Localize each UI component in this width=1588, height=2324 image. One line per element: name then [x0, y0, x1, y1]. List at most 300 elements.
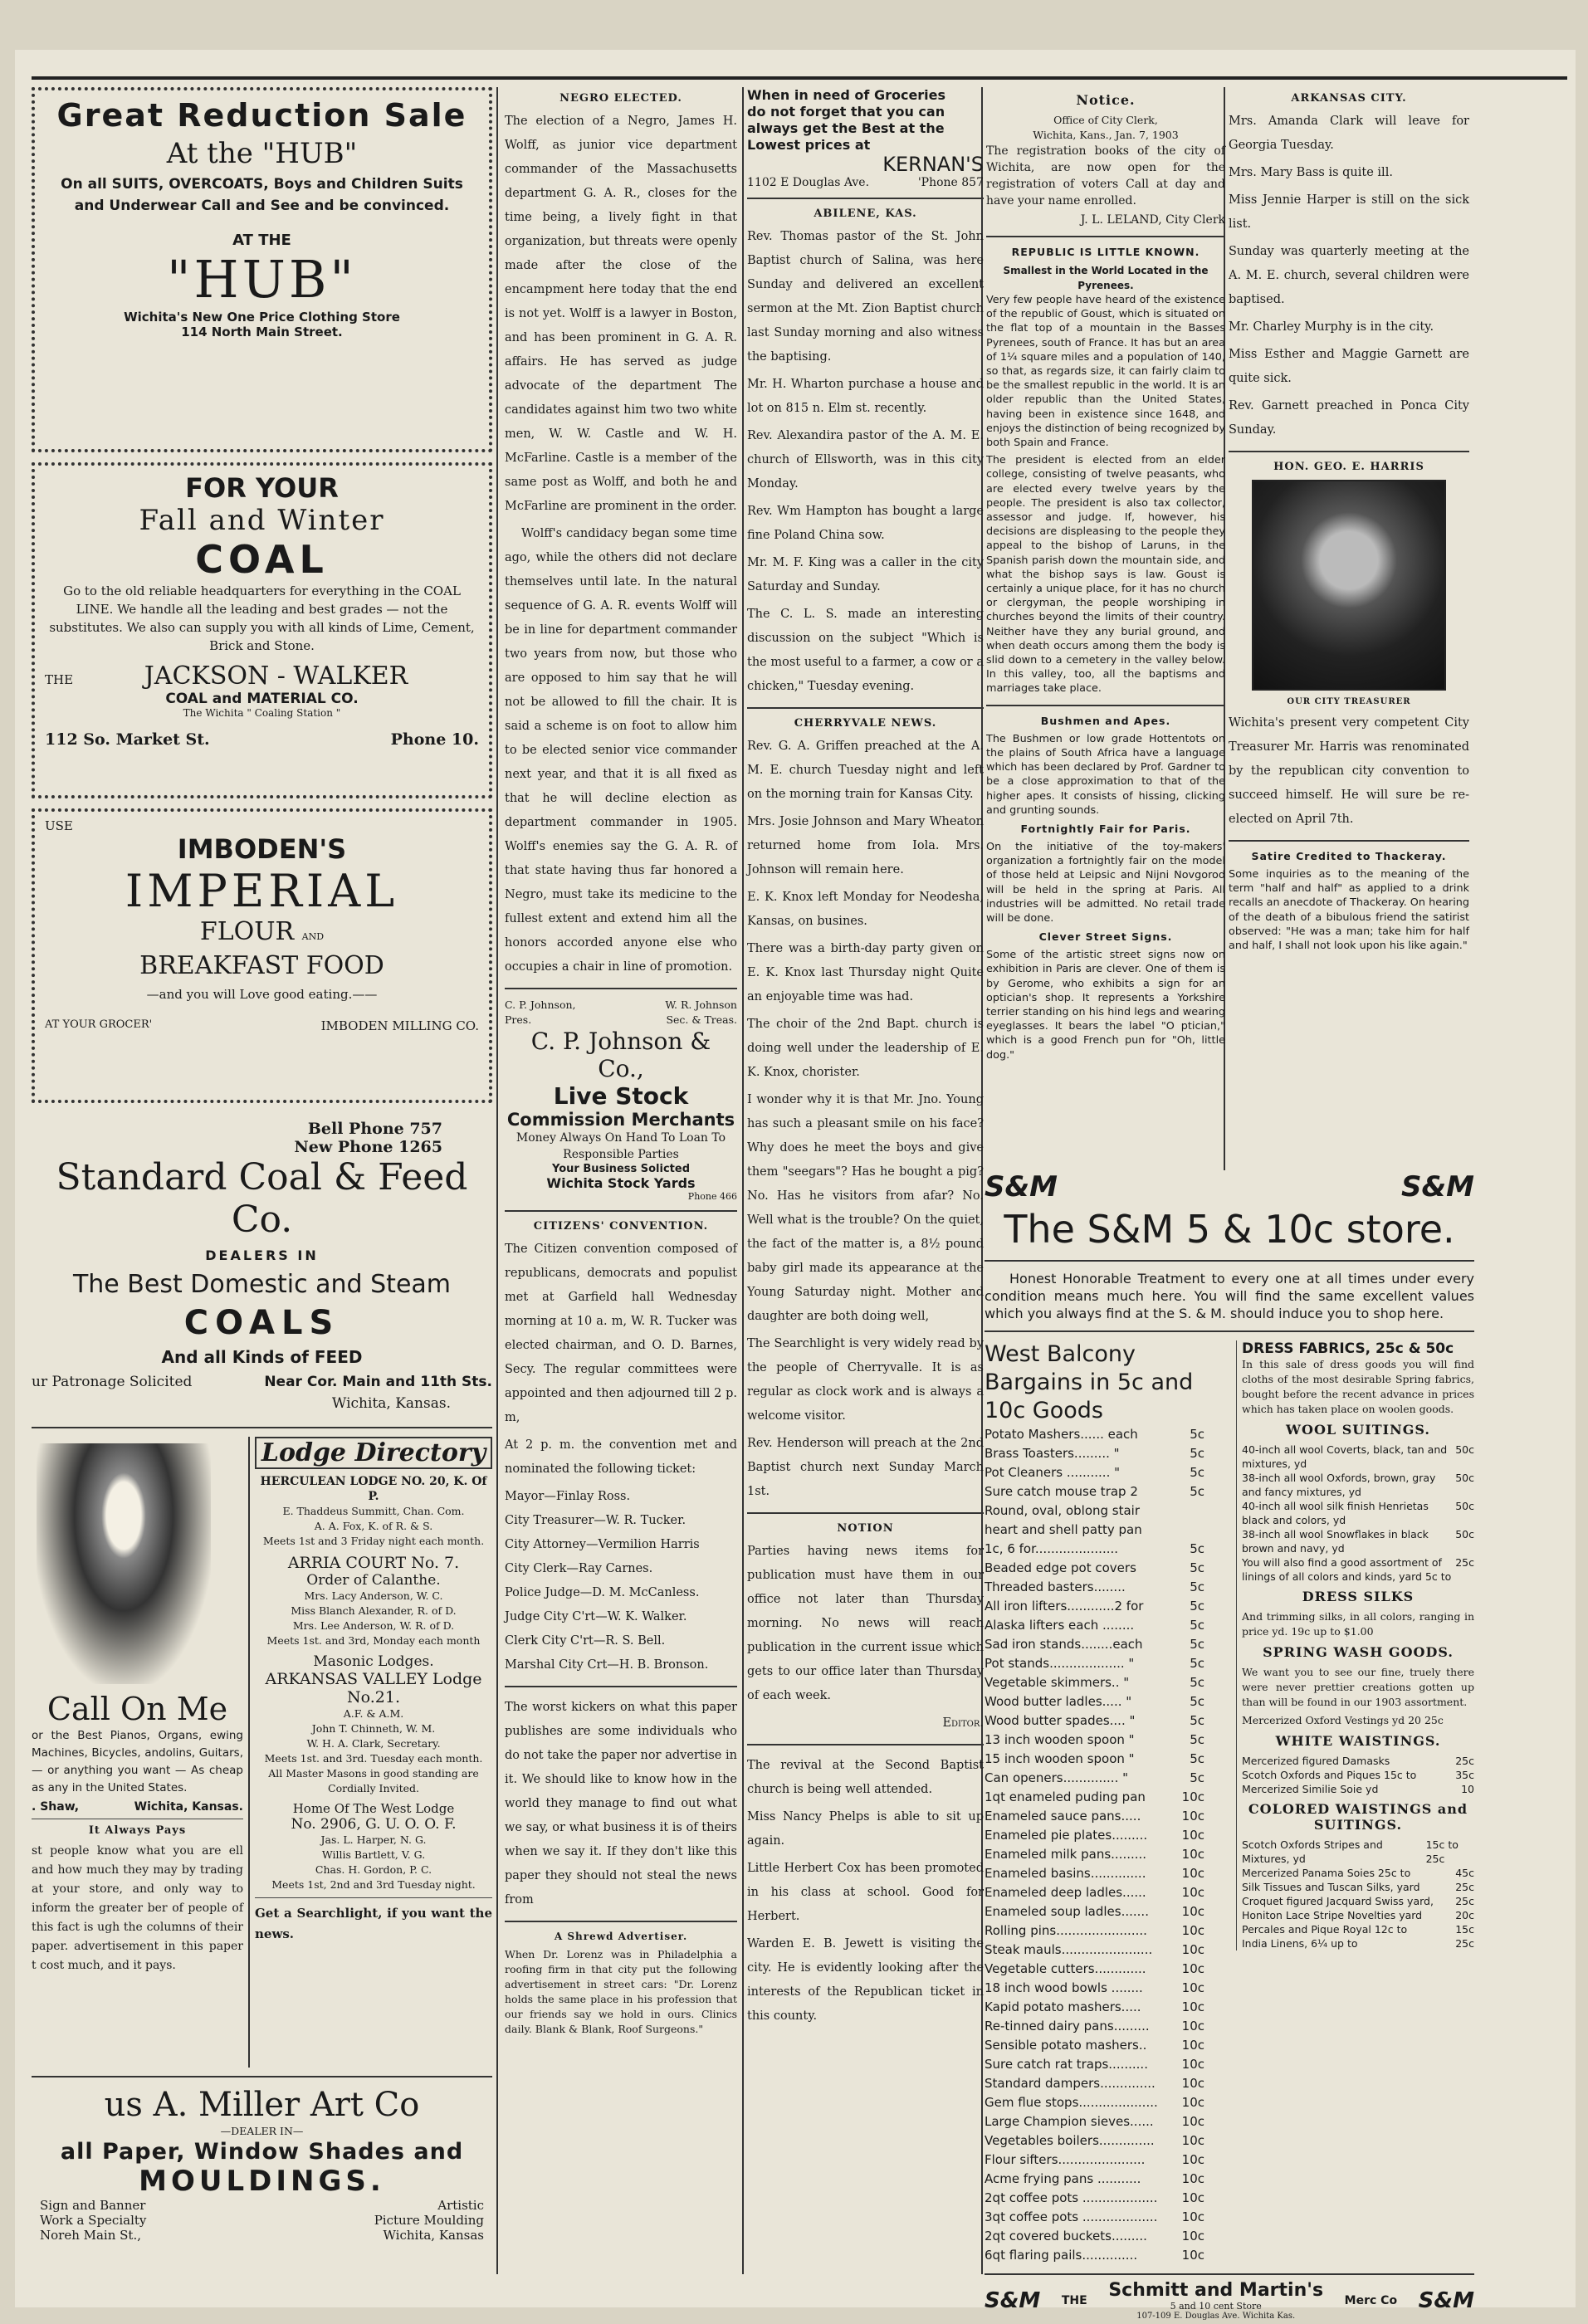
- sm-silk-title: DRESS SILKS: [1302, 1589, 1415, 1604]
- sm-item-label: Pot Cleaners ........... ": [985, 1465, 1121, 1480]
- republic-p2: The president is elected from an elder college, consisting of twelve peasants, who are elected every twelve years by the people. The president is also tax collector, assessor and judge. If, however, his decisions are displeasing to the people they appeal to the bishop of Laruns, in the Spanish parish down the mountain side, and what the bishop says is law. Goust is certainly a unique place, for it has no church or clergyman, the people worshiping in churches beyond the limits of their country. Neither have they any burial ground, and when death occurs among them the body is slid down to a cemetery in the valley below. In this valley, too, all the baptisms and marriages take place.: [986, 454, 1225, 696]
- sm-item-label: Enameled pie plates.........: [985, 1828, 1148, 1843]
- miller-ad: [32, 2086, 492, 2243]
- flour-l3: BREAKFAST FOOD: [139, 951, 384, 980]
- sm-west-title: West Balcony Bargains in 5c and 10c Goods: [985, 1341, 1194, 1423]
- sm-colored-item-price: 15c: [1455, 1923, 1474, 1936]
- sm-item-price: 5c: [1190, 1656, 1204, 1671]
- sm-item-price: 10c: [1181, 1999, 1204, 2014]
- ark-p3: Miss Jennie Harper is still on the sick list.: [1229, 193, 1469, 231]
- column-rule: [742, 87, 744, 2274]
- feed-newphone: New Phone 1265: [294, 1138, 442, 1156]
- sm-colored-item-label: Honiton Lace Stripe Novelties yard: [1242, 1909, 1423, 1921]
- notice-sig: J. L. LELAND, City Clerk: [1080, 213, 1225, 227]
- sm-item-price: 5c: [1190, 1732, 1204, 1747]
- sm-item-label: Enameled milk pans.........: [985, 1847, 1147, 1862]
- flour-use: USE: [45, 818, 73, 833]
- sm-footer-merc: Merc Co: [1344, 2293, 1398, 2307]
- republic-p1: Very few people have heard of the existence of the republic of Goust, which is situated on the flat top of a mountain in the Basses Pyrenees, south of France. It has but an area of 1¼ square miles and a population of 140, so that, as regards size, it can fairly claim to be the smallest republic in the world. It is an older republic than the United States, having been in existence since 1648, and enjoys the distinction of being recognized by both Spain and France.: [986, 294, 1225, 450]
- sm-white-item-label: Scotch Oxfords and Piques 15c to: [1242, 1769, 1417, 1781]
- sm-item-price: 5c: [1190, 1427, 1204, 1442]
- sm-item: [985, 1941, 1204, 1960]
- sm-item-label: Sure catch rat traps..........: [985, 2057, 1148, 2072]
- column-rule: [496, 87, 498, 2274]
- sm-footer-name: Schmitt and Martin's: [1108, 2280, 1324, 2301]
- sm-item-label: Can openers.............. ": [985, 1770, 1129, 1785]
- miller-dealer: —DEALER IN—: [220, 2125, 304, 2137]
- sm-colored-item-label: India Linens, 6¼ up to: [1242, 1937, 1358, 1950]
- sm-items-list: [985, 1425, 1204, 2265]
- sm-colored-item-price: 25c: [1455, 1881, 1474, 1893]
- sm-white-item: [1242, 1782, 1474, 1796]
- sm-colored-list: [1242, 1838, 1474, 1950]
- newspaper-page: [15, 50, 1576, 2321]
- ark-p4: Sunday was quarterly meeting at the A. M. E. church, several children were baptised.: [1229, 245, 1469, 306]
- abilene-title: ABILENE, KAS.: [814, 208, 917, 220]
- sm-white-list: [1242, 1754, 1474, 1796]
- sm-item-label: Kapid potato mashers.....: [985, 1999, 1141, 2014]
- top-rule: [32, 76, 1567, 80]
- citizens-l3: City Attorney—Vermilion Harris: [505, 1538, 700, 1551]
- sm-white-item-label: Mercerized Similie Soie yd: [1242, 1783, 1379, 1795]
- lodge-h1b: A. A. Fox, K. of R. & S.: [314, 1520, 433, 1532]
- sm-item-label: Round, oval, oblong stair: [985, 1503, 1141, 1518]
- sm-item-label: Pot stands................... ": [985, 1656, 1135, 1671]
- feed-l2: COALS: [183, 1304, 340, 1342]
- lodge-h1c: Meets 1st and 3 Friday night each month.: [262, 1535, 485, 1547]
- sm-item-label: Brass Toasters......... ": [985, 1446, 1120, 1461]
- harris-portrait: [1252, 480, 1446, 691]
- cherry-p6: I wonder why it is that Mr. Jno. Young has such a pleasant smile on his face? Why does he meet the boys and give them "seegars"? Has he bought a pig? No. Has he visitors from afar? No. Well what is the trouble? On the quiet, the fact of the matter is, a 8½ pound baby girl made its appearance at the Young Saturday night. Mother and daughter are both doing well,: [747, 1093, 984, 1323]
- sm-item: [985, 1692, 1204, 1711]
- sm-colored-item-label: Silk Tissues and Tuscan Silks, yard: [1242, 1881, 1420, 1893]
- sm-wool-item: [1242, 1443, 1474, 1471]
- sm-item-label: Enameled deep ladles......: [985, 1885, 1146, 1900]
- feed-ad: [32, 1113, 492, 1418]
- sm-item: [985, 2131, 1204, 2151]
- sm-footer-logo: S&M: [985, 2287, 1041, 2313]
- sm-white-item-price: 10: [1461, 1783, 1474, 1795]
- sm-item-price: 10c: [1181, 2190, 1204, 2205]
- sm-item: [985, 2074, 1204, 2093]
- johnson-sec: Sec. & Treas.: [666, 1013, 737, 1026]
- sm-spring-title: SPRING WASH GOODS.: [1263, 1644, 1454, 1660]
- sm-item-label: 15 inch wooden spoon ": [985, 1751, 1135, 1766]
- notion-title: NOTION: [837, 1522, 894, 1535]
- negro-p1: The election of a Negro, James H. Wolff, as junior vice department commander of the Massachusetts department G. A. R., closes for the time being, a lively fight in that organization, but threats were openly made after the close of the encampment here today that the end is not yet. Wolff is a lawyer in Boston, and has been prominent in G. A. R. affairs. He has served as judge advocate of the department The candidates against him two two white men, W. W. Castle and W. H. McFarline. Castle is a member of the same post as Wolff, and both he and McFarline are prominent in the order.: [505, 115, 737, 513]
- feed-city: Wichita, Kansas.: [331, 1395, 451, 1412]
- sm-white-item-price: 25c: [1455, 1755, 1474, 1767]
- johnson-pres: Pres.: [505, 1013, 532, 1026]
- coal-addr: 112 So. Market St.: [45, 730, 210, 749]
- sm-item-price: 10c: [1181, 2019, 1204, 2034]
- lodge-directory: [255, 1437, 492, 2068]
- sm-item-label: 2qt coffee pots ...................: [985, 2190, 1158, 2205]
- johnson-l1: Live Stock: [553, 1082, 689, 1110]
- sm-item-price: 10c: [1181, 2229, 1204, 2243]
- col3-p10: Miss Nancy Phelps is able to sit up again.: [747, 1810, 984, 1848]
- col3-p11: Little Herbert Cox has been promoted in his class at school. Good for Herbert.: [747, 1862, 984, 1923]
- johnson-l3: Money Always On Hand To Loan To Responsible Parties: [515, 1131, 726, 1161]
- sm-spring-l: Mercerized Oxford Vestings yd 20 25c: [1242, 1714, 1444, 1726]
- sm-item: [985, 1711, 1204, 1731]
- sm-item-price: 5c: [1190, 1751, 1204, 1766]
- sm-item: [985, 2246, 1204, 2265]
- piano-call: Call On Me: [46, 1691, 228, 1727]
- notion-body: Parties having news items for publication must have them in our office not later than Thursday morning. No news will reach publication in the current issue which gets to our office later than Thursday of each week.: [747, 1545, 984, 1702]
- col3-p9: The revival at the Second Baptist church is being well attended.: [747, 1759, 984, 1796]
- kernan-addr: 1102 E Douglas Ave.: [747, 176, 870, 189]
- sm-item-label: Enameled soup ladles.......: [985, 1904, 1149, 1919]
- sm-colored-item: [1242, 1922, 1474, 1936]
- sm-item: [985, 2189, 1204, 2208]
- sm-wool-item-label: 40-inch all wool silk finish Henrietas black and colors, yd: [1242, 1500, 1429, 1526]
- sm-item: [985, 1883, 1204, 1902]
- feed-patron: ur Patronage Solicited: [32, 1374, 193, 1390]
- abilene-p3: Rev. Alexandira pastor of the A. M. E. church of Ellsworth, was in this city Monday.: [747, 429, 984, 491]
- sm-item: [985, 1769, 1204, 1788]
- feed-bell: Bell Phone 757: [307, 1120, 442, 1138]
- hub-body: On all SUITS, OVERCOATS, Boys and Children Suits and Underwear Call and See and be convinced.: [61, 176, 463, 214]
- ark-p1: Mrs. Amanda Clark will leave for Georgia Tuesday.: [1229, 115, 1469, 152]
- harris-caption: OUR CITY TREASURER: [1287, 697, 1411, 706]
- sm-item-price: 5c: [1190, 1560, 1204, 1575]
- sm-item-label: 3qt coffee pots ...................: [985, 2209, 1158, 2224]
- sm-item: [985, 1921, 1204, 1941]
- feed-dealers: DEALERS IN: [205, 1247, 319, 1263]
- column-3: [747, 87, 984, 2291]
- flour-and: AND: [301, 931, 325, 942]
- divider: [747, 1744, 984, 1745]
- sm-item-label: Sad iron stands........each: [985, 1637, 1143, 1652]
- abilene-p6: The C. L. S. made an interesting discussion on the subject "Which is the most useful to a farmer, a cow or a chicken," Tuesday evening.: [747, 608, 984, 693]
- sm-item: [985, 2151, 1204, 2170]
- sm-wool-item-label: 38-inch all wool Oxfords, brown, gray and fancy mixtures, yd: [1242, 1472, 1436, 1498]
- sm-item-price: 5c: [1190, 1599, 1204, 1614]
- divider: [986, 705, 1225, 706]
- flour-l2: FLOUR: [199, 917, 295, 946]
- sm-item-label: Threaded basters........: [985, 1579, 1126, 1594]
- sm-item-label: 1qt enameled puding pan: [985, 1789, 1146, 1804]
- lodge-h4d: All Master Masons in good standing are Cordially Invited.: [268, 1767, 479, 1794]
- sm-item-price: 10c: [1181, 1885, 1204, 1900]
- kernan-name: KERNAN'S: [882, 153, 984, 176]
- sm-item-label: Steak mauls.......................: [985, 1942, 1153, 1957]
- sm-item-price: 10c: [1181, 1847, 1204, 1862]
- divider: [985, 1330, 1474, 1332]
- lodge-h5s: No. 2906, G. U. O. O. F.: [291, 1816, 457, 1833]
- miller-city: Wichita, Kansas: [383, 2228, 484, 2243]
- johnson-phone: Phone 466: [687, 1191, 737, 1202]
- sm-item: [985, 1444, 1204, 1463]
- sm-colored-item: [1242, 1838, 1474, 1866]
- sm-colored-item-price: 15c to 25c: [1425, 1838, 1459, 1865]
- divider: [747, 707, 984, 709]
- divider: [32, 1427, 492, 1428]
- coal-firm2: COAL and MATERIAL CO.: [165, 691, 359, 707]
- lodge-h4: ARKANSAS VALLEY Lodge No.21.: [265, 1670, 482, 1706]
- kernan-l4: Lowest prices at: [747, 137, 871, 153]
- lodge-h2d: Meets 1st. and 3rd, Monday each month: [266, 1634, 481, 1647]
- citizens-l5: Police Judge—D. M. McCanless.: [505, 1586, 700, 1599]
- sm-item-price: 10c: [1181, 1828, 1204, 1843]
- sm-item-label: Flour sifters......................: [985, 2152, 1146, 2167]
- lodge-h4a: John T. Chinneth, W. M.: [311, 1722, 436, 1735]
- sm-wool-item-label: 40-inch all wool Coverts, black, tan and mixtures, yd: [1242, 1443, 1448, 1470]
- sm-colored-item: [1242, 1908, 1474, 1922]
- hub-at: AT THE: [232, 232, 291, 249]
- sm-item: [985, 1501, 1204, 1521]
- thackeray-body: Some inquiries as to the meaning of the term "half and half" as applied to a drink recalls an anecdote of Thackeray. On hearing of the death of a bibulous friend the satirist observed: "He was a man; take him for half and half, I shall not look upon his like again.": [1229, 868, 1469, 953]
- sm-item-label: Enameled basins..............: [985, 1866, 1146, 1881]
- lodge-h5a: Jas. L. Harper, N. G.: [320, 1833, 427, 1846]
- hub-name: "HUB": [167, 249, 357, 310]
- sm-item: [985, 2208, 1204, 2227]
- sm-item-label: Re-tinned dairy pans.........: [985, 2019, 1150, 2034]
- sm-intro: Honest Honorable Treatment to every one at all times under every condition means much here. You will find the same excellent values which you always find at the S. & M. should induce you to shop here.: [985, 1271, 1474, 1321]
- sm-wool-list: [1242, 1443, 1474, 1584]
- signs-title: Clever Street Signs.: [1038, 930, 1173, 944]
- shrewd-body: When Dr. Lorenz was in Philadelphia a roofing firm in that city put the following advertisement in street cars: "Dr. Lorenz holds the same place in his profession that our friends say we hold in ours. Clinics daily. Blank & Blank, Roof Surgeons.": [505, 1948, 737, 2035]
- sm-item-label: 13 inch wooden spoon ": [985, 1732, 1135, 1747]
- sm-white-title: WHITE WAISTINGS.: [1275, 1733, 1441, 1749]
- lodge-h2c: Mrs. Lee Anderson, W. R. of D.: [292, 1619, 455, 1632]
- divider: [505, 1921, 737, 1922]
- sm-item-label: Sensible potato mashers..: [985, 2038, 1147, 2053]
- hub-title: Great Reduction Sale: [56, 97, 467, 134]
- sm-white-item: [1242, 1754, 1474, 1768]
- lodge-h3: Masonic Lodges.: [313, 1653, 434, 1670]
- sm-item-price: 5c: [1190, 1637, 1204, 1652]
- sm-silk-body: And trimming silks, in all colors, ranging in price yd. 19c up to $1.00: [1242, 1610, 1474, 1638]
- sm-item: [985, 1960, 1204, 1979]
- coal-the: THE: [45, 672, 74, 687]
- sm-item-price: 10c: [1181, 2114, 1204, 2129]
- column-2: [505, 87, 737, 2291]
- flour-tag: —and you will Love good eating.——: [146, 987, 378, 1002]
- negro-p2: Wolff's candidacy began some time ago, while the others did not declare themselves until late. In the natural sequence of G. A. R. events Wolff will be in line for department commander two years from now, but those who are opposed to him say that he will not be allowed to fill the chair. It is said a scheme is on foot to allow him to be elected senior vice commander next year, and that it is all fixed as that he will decline election as department commander in 1905. Wolff's enemies say the G. A. R. of that state having thus far honored a Negro, must take its medicine to the fullest extent and extend him all the honors accorded anyone else who occupies a chair in line of promotion.: [505, 527, 737, 974]
- pays-body: st people know what you are ell and how much they may by trading at your store, and only way to inform the greater ber of people of this fact is ugh the columns of their paper. advertisement in this paper t cost much, and it pays.: [32, 1844, 243, 1972]
- cherry-p5: The choir of the 2nd Bapt. church is doing well under the leadership of E. K. Knox, chorister.: [747, 1018, 984, 1079]
- lodge-h5: Home Of The West Lodge: [292, 1801, 455, 1816]
- sm-colored-item: [1242, 1880, 1474, 1894]
- coal-station: The Wichita " Coaling Station ": [183, 707, 341, 719]
- sm-item: [985, 1731, 1204, 1750]
- sm-item-price: 10c: [1181, 1942, 1204, 1957]
- sm-item: [985, 2170, 1204, 2189]
- notice-l2: Wichita, Kans., Jan. 7, 1903: [1033, 129, 1179, 141]
- sm-colored-title: COLORED WAISTINGS and SUITINGS.: [1248, 1801, 1468, 1833]
- sm-item: [985, 2017, 1204, 2036]
- johnson-ad: [505, 998, 737, 1202]
- sm-wool-item-label: 38-inch all wool Snowflakes in black brown and navy, yd: [1242, 1528, 1429, 1555]
- sm-colored-item-label: Percales and Pique Royal 12c to: [1242, 1923, 1408, 1936]
- divider: [255, 1897, 492, 1898]
- feed-near: Near Cor. Main and 11th Sts.: [264, 1374, 492, 1390]
- citizens-p1: The Citizen convention composed of republicans, democrats and populist met at Garfield hall Wednesday morning at 10 a. m, W. R. Tucker was elected chairman, and O. D. Barnes, Secy. The regular committees were appointed and then adjourned till 2 p. m,: [505, 1243, 737, 1424]
- notice-body: The registration books of the city of Wichita, are now open for the registration of voters Call at day and have your name enrolled.: [986, 144, 1225, 208]
- sm-white-item: [1242, 1768, 1474, 1782]
- sm-item-price: 10c: [1181, 2095, 1204, 2110]
- divider: [1229, 840, 1469, 842]
- thackeray-title: Satire Credited to Thackeray.: [1251, 850, 1447, 862]
- sm-footer-logo: S&M: [1418, 2287, 1474, 2313]
- johnson-name: C. P. Johnson & Co.,: [530, 1028, 711, 1082]
- harris-title: HON. GEO. E. HARRIS: [1273, 461, 1424, 473]
- sm-dress-body: In this sale of dress goods you will find cloths of the most desirable Spring fabrics, bought before the recent advance in prices which has taken place on woolen goods.: [1242, 1358, 1474, 1415]
- lodge-h5c: Chas. H. Gordon, P. C.: [315, 1863, 432, 1876]
- kernan-phone: 'Phone 857: [917, 176, 984, 189]
- sm-item-price: 5c: [1190, 1770, 1204, 1785]
- hub-tag: Wichita's New One Price Clothing Store: [124, 310, 400, 325]
- cherry-p8: Rev. Henderson will preach at the 2nd Baptist church next Sunday March 1st.: [747, 1437, 984, 1498]
- sm-item: [985, 1578, 1204, 1597]
- sm-item-price: 5c: [1190, 1713, 1204, 1728]
- sm-item-price: 10c: [1181, 2133, 1204, 2148]
- shrewd-title: A Shrewd Advertiser.: [554, 1931, 688, 1942]
- negro-title: NEGRO ELECTED.: [559, 92, 682, 105]
- piano-ad: [32, 1437, 243, 2068]
- miller-l1: all Paper, Window Shades and: [60, 2139, 464, 2165]
- sm-colored-item: [1242, 1936, 1474, 1950]
- pays-title: It Always Pays: [88, 1824, 187, 1837]
- johnson-wr: W. R. Johnson: [665, 998, 737, 1011]
- coal-ad: [32, 462, 492, 798]
- sm-colored-item-price: 25c: [1455, 1895, 1474, 1907]
- sm-item: [985, 1482, 1204, 1501]
- sm-item-label: heart and shell patty pan: [985, 1522, 1142, 1537]
- coal-l2: Fall and Winter: [139, 504, 385, 537]
- flour-ad: [32, 808, 492, 1103]
- sm-item: [985, 1673, 1204, 1692]
- sm-wool-title: WOOL SUITINGS.: [1286, 1422, 1430, 1438]
- sm-item: [985, 1998, 1204, 2017]
- lodge-h4c: Meets 1st. and 3rd. Tuesday each month.: [264, 1752, 483, 1765]
- sm-item-label: 18 inch wood bowls ........: [985, 1980, 1143, 1995]
- bushmen-body: The Bushmen or low grade Hottentots on the plains of South Africa have a language which has been declared by Prof. Gardner to be a close approximation to that of the higher apes. It consists of hissing, clicking and grunting sounds.: [986, 732, 1225, 817]
- sm-item-label: Vegetables boilers..............: [985, 2133, 1155, 2148]
- flour-l1: IMPERIAL: [125, 865, 399, 917]
- sm-item-label: 6qt flaring pails..............: [985, 2248, 1138, 2263]
- lodge-h1a: E. Thaddeus Summitt, Chan. Com.: [282, 1505, 465, 1517]
- lower-ads: [32, 1437, 492, 2068]
- signs-body: Some of the artistic street signs now on exhibition in Paris are clever. One of them is by Gerome, who exhibits a sign for an optician's shop. It represents a Yorkshire terrier standing on his hind legs and wearing eyeglasses. It bears the label "O ptician," which is a good French pun for "Oh, little dog.": [986, 949, 1225, 1062]
- cherry-title: CHERRYVALE NEWS.: [794, 717, 937, 730]
- citizens-l2: City Treasurer—W. R. Tucker.: [505, 1514, 687, 1527]
- sm-white-item-label: Mercerized figured Damasks: [1242, 1755, 1390, 1767]
- abilene-p5: Mr. M. F. King was a caller in the city Saturday and Sunday.: [747, 556, 984, 593]
- sm-item-price: 10c: [1181, 2248, 1204, 2263]
- flour-name: IMBODEN'S: [177, 833, 347, 865]
- sm-item-price: 10c: [1181, 1904, 1204, 1919]
- sm-item-price: 10c: [1181, 1980, 1204, 1995]
- sm-item-label: Alaska lifters each ........: [985, 1618, 1135, 1633]
- kernan-l2: do not forget that you can: [747, 104, 945, 120]
- divider: [747, 198, 984, 199]
- sm-wool-item: [1242, 1471, 1474, 1499]
- feed-l3: And all Kinds of FEED: [161, 1347, 363, 1367]
- abilene-p4: Rev. Wm Hampton has bought a large fine Poland China sow.: [747, 505, 984, 542]
- sm-item: [985, 1826, 1204, 1845]
- notice-title: Notice.: [1076, 92, 1136, 108]
- sm-item-price: 10c: [1181, 2152, 1204, 2167]
- sm-item: [985, 1807, 1204, 1826]
- coal-l1: FOR YOUR: [185, 472, 339, 504]
- sm-footer-the: THE: [1061, 2293, 1087, 2307]
- sm-item-label: Standard dampers..............: [985, 2076, 1156, 2091]
- miller-pic: Picture Moulding: [374, 2213, 484, 2228]
- sm-title: The S&M 5 & 10c store.: [1004, 1207, 1455, 1252]
- column-ads: [32, 87, 492, 2291]
- sm-item: [985, 2036, 1204, 2055]
- abilene-p2: Mr. H. Wharton purchase a house and lot on 815 n. Elm st. recently.: [747, 378, 984, 415]
- sm-item-price: 10c: [1181, 1809, 1204, 1824]
- sm-item-price: 10c: [1181, 1923, 1204, 1938]
- sm-item-label: Vegetable skimmers.. ": [985, 1675, 1130, 1690]
- feed-name: Standard Coal & Feed Co.: [56, 1156, 468, 1241]
- lodge-get: Get a Searchlight, if you want the news.: [255, 1906, 492, 1941]
- sm-footer-addr: 107-109 E. Douglas Ave. Wichita Kas.: [1136, 2312, 1296, 2321]
- notion-editor: Editor.: [942, 1716, 984, 1730]
- lodge-h2a: Mrs. Lacy Anderson, W. C.: [304, 1589, 443, 1602]
- sm-item: [985, 1750, 1204, 1769]
- miller-name: us A. Miller Art Co: [104, 2086, 420, 2124]
- flour-co: IMBODEN MILLING CO.: [320, 1018, 479, 1033]
- citizens-title: CITIZENS' CONVENTION.: [533, 1220, 709, 1233]
- sm-item-label: Rolling pins.......................: [985, 1923, 1147, 1938]
- citizens-l7: Clerk City C'rt—R. S. Bell.: [505, 1634, 666, 1648]
- sm-wool-item: [1242, 1499, 1474, 1527]
- sm-dress-title: DRESS FABRICS, 25c & 50c: [1242, 1340, 1454, 1357]
- citizens-p2: At 2 p. m. the convention met and nominated the following ticket:: [505, 1438, 737, 1476]
- sm-item-price: 10c: [1181, 1789, 1204, 1804]
- sm-item-label: Enameled sauce pans.....: [985, 1809, 1141, 1824]
- sm-wool-item-price: 50c: [1455, 1500, 1474, 1512]
- sm-item-price: 10c: [1181, 2171, 1204, 2186]
- sm-item: [985, 1597, 1204, 1616]
- sm-item-label: Acme frying pans ...........: [985, 2171, 1141, 2186]
- republic-title: REPUBLIC IS LITTLE KNOWN.: [1011, 246, 1200, 258]
- sm-item: [985, 1979, 1204, 1998]
- citizens-l1: Mayor—Finlay Ross.: [505, 1490, 631, 1503]
- sm-item-label: Wood butter ladles..... ": [985, 1694, 1132, 1709]
- coal-firm: JACKSON - WALKER: [144, 662, 408, 691]
- sm-item-price: 10c: [1181, 2057, 1204, 2072]
- col3-p12: Warden E. B. Jewett is visiting the city. He is evidently looking after the interests of the Republican ticket in this county.: [747, 1937, 984, 2023]
- sm-item: [985, 1425, 1204, 1444]
- sm-ad: [985, 1170, 1474, 2321]
- sm-item-price: 5c: [1190, 1579, 1204, 1594]
- lodge-h5b: Willis Bartlett, V. G.: [321, 1848, 426, 1861]
- sm-colored-item: [1242, 1866, 1474, 1880]
- hub-ad: [32, 87, 492, 452]
- sm-item-label: 2qt covered buckets.........: [985, 2229, 1147, 2243]
- miller-sign: Sign and Banner: [40, 2198, 146, 2213]
- sm-item-price: 10c: [1181, 1961, 1204, 1976]
- sm-item-label: Gem flue stops....................: [985, 2095, 1158, 2110]
- sm-item-price: 5c: [1190, 1541, 1204, 1556]
- sm-item-price: 10c: [1181, 1866, 1204, 1881]
- sm-item-label: Beaded edge pot covers: [985, 1560, 1136, 1575]
- sm-item-price: 5c: [1190, 1465, 1204, 1480]
- lodge-title: Lodge Directory: [255, 1437, 492, 1469]
- lodge-h2b: Miss Blanch Alexander, R. of D.: [291, 1604, 457, 1617]
- sm-item: [985, 1616, 1204, 1635]
- sm-item-label: All iron lifters............2 for: [985, 1599, 1144, 1614]
- sm-west-balcony: [985, 1340, 1204, 2265]
- citizens-l6: Judge City C'rt—W. K. Walker.: [505, 1610, 687, 1623]
- hub-addr: 114 North Main Street.: [181, 325, 343, 339]
